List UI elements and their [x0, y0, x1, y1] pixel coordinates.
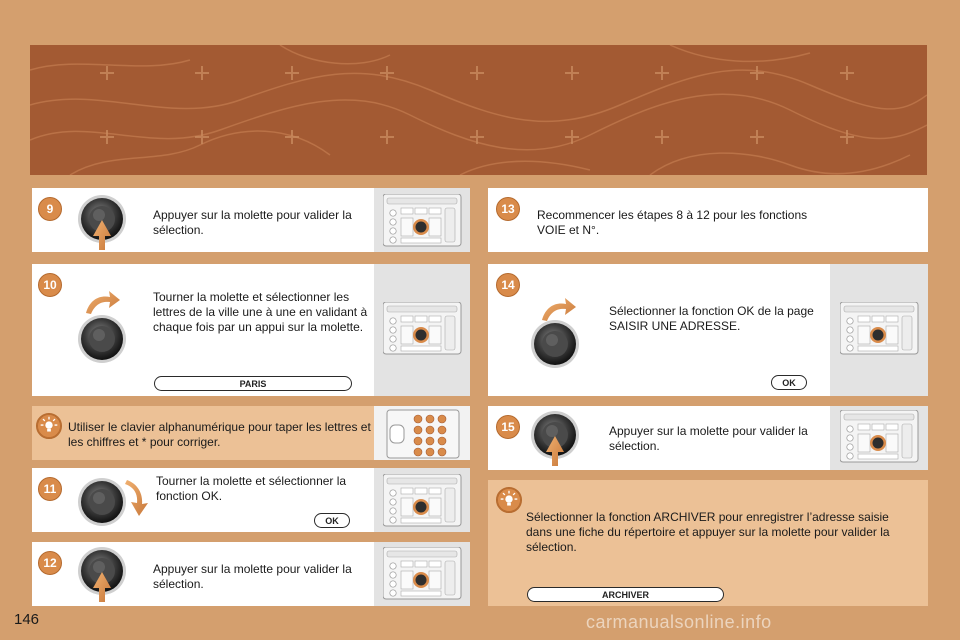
step-number-badge: 13 [496, 197, 520, 221]
step-13-text: Recommencer les étapes 8 à 12 pour les fonctions VOIE et N°. [537, 208, 808, 237]
step-9-text: Appuyer sur la molette pour valider la sélection. [153, 208, 352, 237]
device-panel [374, 468, 470, 532]
ok-label: OK [314, 513, 350, 528]
step-12-text: Appuyer sur la molette pour valider la sélection. [153, 562, 352, 591]
device-panel [374, 264, 470, 396]
tip-keypad-text: Utiliser le clavier alphanumérique pour taper les lettres et les chiffres et * pour corriger. [68, 420, 371, 449]
keypad-panel [374, 406, 470, 460]
radio-device-icon [383, 194, 463, 248]
step-9-panel [32, 188, 470, 252]
ok-label: OK [771, 375, 807, 390]
turn-arrow-icon [82, 289, 122, 315]
knob-turn-icon [530, 319, 580, 369]
step-number-badge: 9 [38, 197, 62, 221]
radio-device-icon [840, 410, 920, 464]
step-15-text: Appuyer sur la molette pour valider la sélection. [609, 424, 808, 453]
step-14-text: Sélectionner la fonction OK de la page SAISIR UNE ADRESSE. [609, 304, 814, 333]
radio-device-icon [840, 302, 920, 356]
knob-push-icon [77, 546, 127, 606]
lightbulb-icon [496, 487, 522, 513]
knob-turn-icon [77, 314, 127, 364]
keypad-icon [386, 409, 460, 459]
lightbulb-icon [36, 413, 62, 439]
device-panel [830, 406, 928, 470]
step-15-panel [488, 406, 928, 470]
step-number-badge: 12 [38, 551, 62, 575]
step-11-text: Tourner la molette et sélectionner la fonction OK. [156, 474, 347, 503]
step-14-panel [488, 264, 928, 396]
watermark: carmanualsonline.info [586, 612, 772, 632]
step-10-panel [32, 264, 470, 396]
tip-archiver-text: Sélectionner la fonction ARCHIVER pour enregistrer l’adresse saisie dans une fiche du répertoire et appuyer sur la molette pour valider la sélection. [526, 510, 890, 554]
device-panel [830, 264, 928, 396]
device-panel [374, 188, 470, 252]
archiver-label: ARCHIVER [527, 587, 724, 602]
step-number-badge: 11 [38, 477, 62, 501]
turn-down-arrow-icon [124, 478, 152, 518]
header-banner [30, 45, 927, 175]
device-panel [374, 542, 470, 606]
radio-device-icon [383, 474, 463, 528]
page-number: 146 [14, 611, 40, 628]
step-10-text: Tourner la molette et sélectionner les lettres de la ville une à une en validant à chaque fois par un appui sur la molette. [153, 290, 368, 334]
knob-push-icon [530, 410, 580, 470]
step-11-panel [32, 468, 470, 532]
step-12-panel [32, 542, 470, 606]
step-number-badge: 15 [496, 415, 520, 439]
radio-device-icon [383, 302, 463, 356]
knob-turn-icon [77, 477, 127, 527]
knob-push-icon [77, 194, 127, 252]
step-number-badge: 14 [496, 273, 520, 297]
paris-label: PARIS [154, 376, 352, 391]
step-number-badge: 10 [38, 273, 62, 297]
radio-device-icon [383, 547, 463, 601]
topographic-pattern [30, 45, 927, 175]
tip-keypad-panel [32, 406, 470, 460]
step-13-panel [488, 188, 928, 252]
tip-archiver-panel [488, 480, 928, 606]
